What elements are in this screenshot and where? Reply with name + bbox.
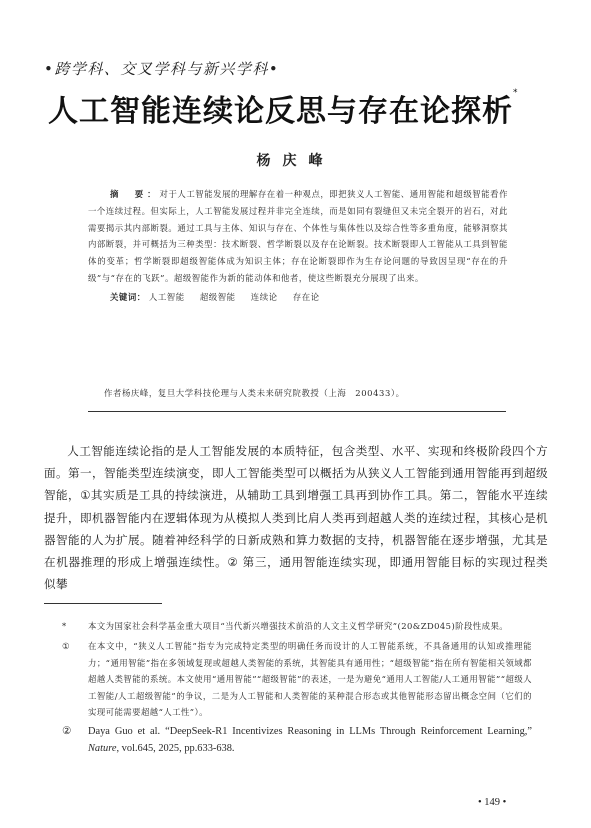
abstract-label: 摘 要：: [110, 189, 160, 199]
footnote-journal: Nature: [88, 742, 117, 754]
footnote-mark: ②: [62, 726, 72, 738]
footnote-authors: Daya Guo et al.: [88, 726, 161, 738]
page-number: • 149 •: [478, 797, 507, 808]
header-divider: [88, 411, 506, 412]
footnote-mark: ①: [62, 641, 70, 652]
keywords-label: 关键词：: [110, 291, 146, 302]
footnotes: [62, 618, 532, 761]
author-name: 杨庆峰: [256, 153, 335, 169]
keyword: 存在论: [292, 291, 320, 302]
author-affiliation-note: 作者杨庆峰，复旦大学科技伦理与人类未来研究院教授（上海 200433）。: [104, 388, 405, 398]
footnote-details: , vol.645, 2025, pp.633-638.: [116, 742, 235, 754]
body-paragraph: 人工智能连续论指的是人工智能发展的本质特征，包含类型、水平、实现和终极阶段四个方面。第一，智能类型连续演变，即人工智能类型可以概括为从狭义人工智能到通用智能再到超级智能，①其实质是工具的持续演进，从辅助工具到增强工具再到协作工具。第二，智能水平连续提升，即机器智能内在逻辑体现为从模拟人类到比肩人类再到超越人类的连续过程，其核心是机器智能的人为扩展。随着神经科学的日新成熟和算力数据的支持，机器智能在逐步增强，尤其是在机器推理的形成上增强连续性。② 第三，通用智能连续实现，即通用智能目标的实现过程类似攀: [44, 444, 548, 592]
title-footnote-mark: *: [513, 88, 519, 98]
abstract-paragraph: [88, 186, 508, 287]
footnote-mark: *: [62, 621, 67, 631]
body-text: [44, 440, 548, 595]
keyword: 超级智能: [199, 291, 236, 302]
keyword: 连续论: [250, 291, 278, 302]
footnote-divider: [44, 603, 162, 604]
title-text: 人工智能连续论反思与存在论探析: [48, 94, 513, 129]
keywords-line: [88, 289, 508, 306]
abstract: [88, 186, 508, 306]
footnote-article: “DeepSeek-R1 Incentivizes Reasoning in LLMs Through Reinforcement Learning,”: [165, 726, 532, 738]
footnote: [62, 618, 532, 634]
footnote: [62, 638, 532, 720]
abstract-text: 对于人工智能发展的理解存在着一种观点，即把狭义人工智能、通用智能和超级智能看作一个连续过程。但实际上，人工智能发展过程并非完全连续，而是如同有裂缝但又未完全裂开的岩石，对此需要揭示其内部断裂。通过工具与主体、知识与存在、个体性与集体性以及综合性等多重角度，能够洞察其内部断裂，并可概括为三种类型：技术断裂、哲学断裂以及存在论断裂。技术断裂即人工智能从工具到智能体的变革；哲学断裂即超级智能体成为知识主体；存在论断裂即作为生存论问题的导致因呈现“存在的升级”与“存在的飞跃”。超级智能作为新的能动体和他者，使这些断裂充分展现了出来。: [88, 189, 509, 283]
section-tag: •跨学科、交叉学科与新兴学科•: [44, 60, 280, 78]
footnote-text: 在本文中，“狭义人工智能”指专为完成特定类型的明确任务而设计的人工智能系统，不具备通用的认知或推理能力；“通用智能”指在多领域复现或超越人类智能的系统，其智能具有通用性；“超级智能”指在所有智能相关领域都超越人类智能的系统。本文使用“通用智能”“超级智能”的表述，一是为避免“通用人工智能/人工通用智能”“超级人工智能/人工超级智能”的争议，二是为人工智能和人类智能的某种混合形态或其他智能形态留出概念空间（它们的实现可能需要超越“人工性”）。: [88, 641, 532, 718]
footnote: [62, 724, 532, 757]
article-title: [48, 86, 548, 130]
footnote-text: 本文为国家社会科学基金重大项目“当代新兴增强技术前沿的人文主义哲学研究”(20&ZD045)阶段性成果。: [88, 621, 509, 631]
keyword: 人工智能: [148, 291, 185, 302]
